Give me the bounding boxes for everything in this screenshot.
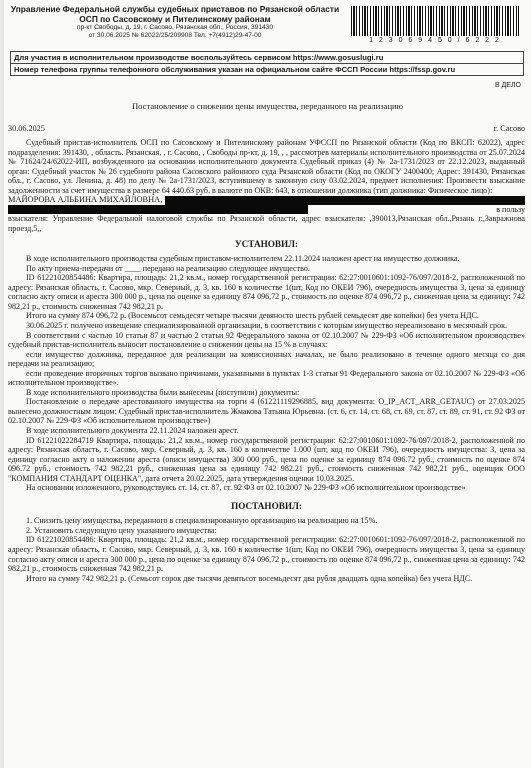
file-stamp: В ДЕЛО xyxy=(494,82,521,89)
debtor-tail: в пользу xyxy=(496,204,525,214)
heading-established: УСТАНОВИЛ: xyxy=(234,238,299,249)
redaction-bar xyxy=(165,196,525,205)
issuer-block xyxy=(10,4,340,44)
fssp-phone-notice: Номер телефона группы телефонного обслуживания указан на официальном сайте ФССП России https://fssp.gov.ru xyxy=(11,63,523,75)
heading-resolved: ПОСТАНОВИЛ: xyxy=(231,500,302,511)
resolved-paragraph: 1. Снизить цену имущества, переданного в специализированную организацию на реализацию на 15%. xyxy=(26,516,378,526)
established-paragraph: ID 61221022284719 Квартира, площадь: 21,2 кв.м., номер государственной регистрации: 62:27:0010601:1092-76/097/2018-2, расположенной по адресу: Рязанская область, г. Сасово, мкр. Северный, д. 3, кв. 160 в количестве 1.000 (шт, код по ОКЕИ 796), очередность имущества: 3, цена за единицу согласно акту о наложении ареста (описи имущества) 300 000 руб., цена по оценке за единицу 874 096.72 руб., стоимость по оценке 874 096.72 руб., стоимость 742 982,21 руб., сниженная цена за единицу 742 982.21 руб., стоимость сниженная 742 982,21 руб., оценщик ООО "КОМПАНИЯ СТАНДАРТ ОЦЕНКА", дата отчета 20.02.2025, дата утверждения оценки 10.03.2025. xyxy=(8,435,525,483)
resolved-paragraph: Итого на сумму 742 982,21 р. (Семьсот сорок две тысячи девятьсот восемьдесят два рубля двадцать одна копейка) без учета НДС. xyxy=(26,573,473,583)
established-paragraph: В ходе исполнительного производства были вынесены (поступили) документы: xyxy=(26,387,300,397)
established-paragraph: если имущество должника, переданное для реализации на комиссионных началах, не было реализовано в течение одного месяца со дня передачи на реализацию; xyxy=(8,349,525,369)
issuer-date-phone: от 30.06.2025 № 62022/25/209908 Тел. +7(4912)29-47-00 xyxy=(88,32,262,39)
issuer-address: пр-кт Свободы, д. 19, г. Сасово, Рязанская обл., Россия, 391430 xyxy=(77,24,273,31)
debtor-name: МАЙОРОВА АЛЬБИНА МИХАЙЛОВНА, xyxy=(8,195,163,205)
established-paragraph: По акту приема-передачи от ____ передано на реализацию следующее имущество. xyxy=(26,263,310,273)
claimant-paragraph: взыскателя: Управление Федеральной налоговой службы по Рязанской области, адрес взыскателя: ,390013,Рязанская обл.,Рязань г.,Завражнова проезд,5,, xyxy=(8,214,525,234)
date-place-row xyxy=(8,124,525,133)
issuer-name-line2: ОСП по Сасовскому и Пителинскому районам xyxy=(79,14,271,24)
established-paragraph: ID 61221020854486: Квартира, площадь: 21,2 кв.м., номер государственной регистрации: 62:27:0010601:1092-76/097/2018-2, расположенной по адресу: Рязанская область, г. Сасово, мкр. Северный, д. 3, кв. 160 в количестве 1(шт, Код по ОКЕИ 796), очередность имущества 3, цена за единицу согласно акту описи и ареста 300 000 р., цена по оценке за единицу 874 096,72 р., стоимость по оценке 874 096,72 р., сниженная цена за единицу: 742 982,21 р., стоимость сниженная 742 982,21 р. xyxy=(8,273,525,311)
established-paragraph: В ходе исполнительного документа 22.11.2024 наложен арест. xyxy=(26,425,239,435)
intro-paragraph: Судебный пристав-исполнитель ОСП по Сасовскому и Пителинскому районам УФССП по Рязанской области (Код по ВКСП: 62022), адрес подразделения: 391430, , область. Рязанская, , г. Сасово, , Свободы пр-кт, д. 19, , , рассмотрев материалы исполнительного производства от 25.07.2024 № 71624/24/62022-ИП, возбужденного на основании исполнительного документа Судебный приказ (4) № 2а-1731/2023 от 22.12.2023, выданный орган: Судебный участок № 26 судебного района Сасовского районного суда Рязанской области (Код по ОКОГУ 2400400; Адрес: 391430, Рязанская обл., г. Сасово, ул. Ленина, д. 48) по делу № 2а-1731/2023, вступившему в законную силу 03.02.2024, предмет исполнения: Произвести взыскание задолженности за счет имущества в размере 64 440.63 руб. в валюте по ОКВ: 643, в отношении должника (тип должника: Физическое лицо): xyxy=(8,138,525,195)
resolved-section xyxy=(8,516,525,583)
document-title: Постановление о снижении цены имущества, переданного на реализацию xyxy=(131,101,404,111)
established-paragraph: В ходе исполнительного производства судебным приставом-исполнителем 22.11.2024 наложен арест на имущество должника. xyxy=(26,254,460,264)
established-paragraph: В соответствии с частью 10 статьи 87 и частью 2 статьи 92 Федерального закона от 02.10.2007 № 229-ФЗ «Об исполнительном производстве» судебный пристав-исполнитель выносит постановление о снижении цены на 15 % в случаях: xyxy=(8,330,525,350)
established-paragraph: если проведение вторичных торгов вызвано причинами, указанными в пунктах 1-3 статьи 91 Федерального закона от 02.10.2007 № 229-ФЗ «Об исполнительном производстве». xyxy=(8,368,525,388)
document-page xyxy=(4,0,531,768)
debtor-line-2 xyxy=(8,205,525,215)
gosuslugi-notice: Для участия в исполнительном производстве воспользуйтесь сервисом https://www.gosuslugi.ru xyxy=(14,53,384,62)
document-date: 30.06.2025 xyxy=(8,124,45,133)
resolved-paragraph: 2. Установить следующую цену указанного имущества: xyxy=(26,525,217,535)
debtor-line xyxy=(8,195,525,205)
established-paragraph: Постановление о передаче арестованного имущества на торги 4 (61221119296885, вид документа: O_IP_ACT_ARR_GETAUC) от 27.03.2025 вынесено должностным лицом: Судебный пристав-исполнитель Жмакова Татьяна Юрьевна. (ст. 6, ст. 14, ст. 68, ст. 69, ст. 87, ст. 89, ст. 91, ст. 92 ФЗ от 02.10.2007 № 229-ФЗ «Об исполнительном производстве») xyxy=(8,397,525,426)
barcode-icon xyxy=(351,6,519,36)
redaction-bar xyxy=(8,205,308,214)
established-paragraph: Итого на сумму 874 096,72 р. (Восемьсот семьдесят четыре тысячи девяносто шесть рублей семьдесят две копейки) без учета НДС. xyxy=(26,311,479,321)
document-header xyxy=(10,4,525,44)
info-box xyxy=(10,51,524,76)
barcode-number: 1 2 3 0 6 9 4 5 0 / 6 2 2 2 xyxy=(369,37,501,44)
document-place: г. Сасово xyxy=(493,124,525,133)
barcode-block xyxy=(345,4,525,44)
established-paragraph: 30.06.2025 г. получено извещение специализированной организации, в соответствии с которым имущество нереализовано в месячный срок. xyxy=(26,320,508,330)
established-paragraph: На основании изложенного, руководствуясь ст. 14, ст. 87, ст. 92 ФЗ от 02.10.2007 № 229-ФЗ «Об исполнительном производстве» xyxy=(26,483,466,493)
resolved-paragraph: ID 61221020854486: Квартира, площадь: 21,2 кв.м., номер государственной регистрации: 62:27:0010601:1092-76/097/2018-2, расположенной по адресу: Рязанская область, г. Сасово, мкр. Северный, д. 3, кв. 160 в количестве 1(шт, Код по ОКЕИ 796), очередность имущества 3, цена за единицу согласно акту описи и ареста 300 000 р., цена по оценке за единицу 874 096,72 р., стоимость по оценке 874 096,72 р., сниженная цена за единицу: 742 982,21 р., стоимость сниженная 742 982,21 р. xyxy=(8,535,525,574)
established-section xyxy=(8,254,525,493)
document-body xyxy=(8,138,525,583)
issuer-name-line1: Управление Федеральной службы судебных приставов по Рязанской области xyxy=(10,4,340,14)
